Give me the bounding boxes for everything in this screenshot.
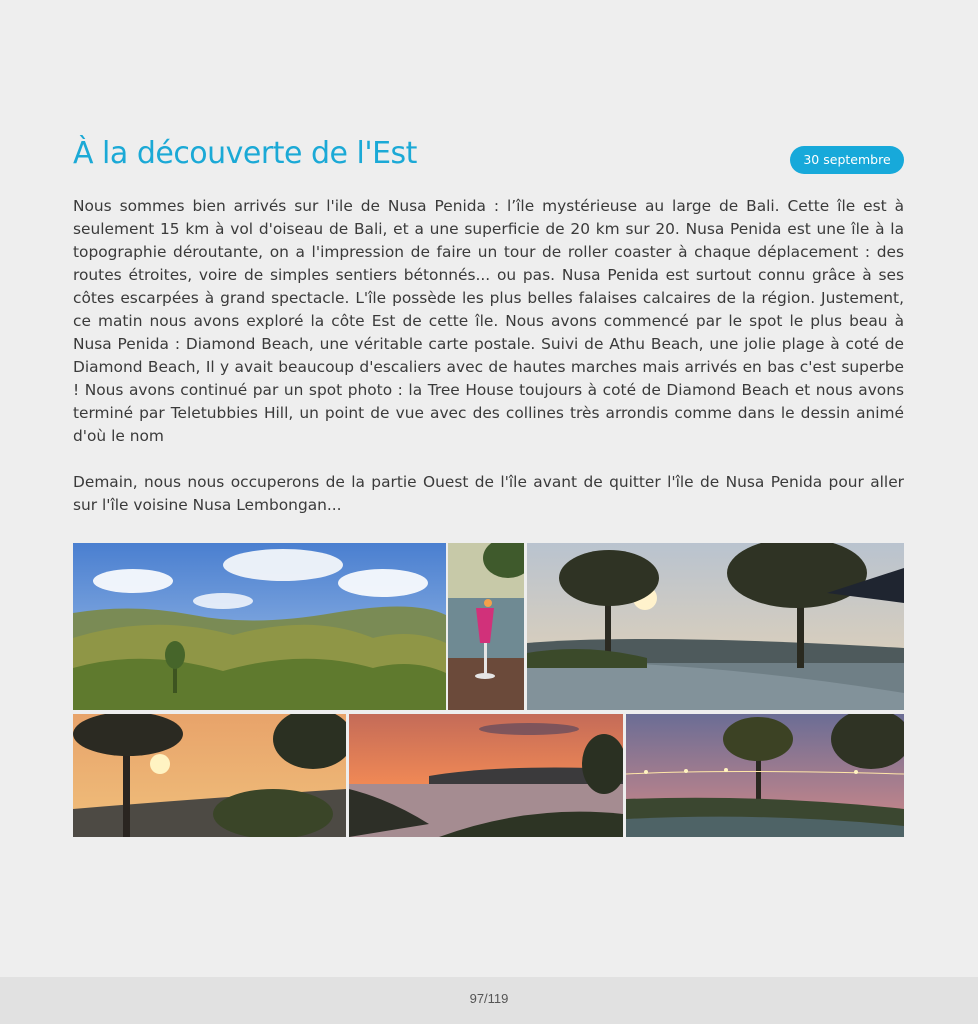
photo-teletubbies-hill — [73, 543, 446, 710]
page-number: 97/119 — [469, 991, 509, 1006]
date-badge: 30 septembre — [790, 146, 904, 174]
photo-sea-sunset — [349, 714, 623, 837]
article-paragraph-1: Nous sommes bien arrivés sur l'ile de Nusa Penida : l’île mystérieuse au large de Bali. Cette île est à seulement 15 km à vol d'oiseau de Bali, et a une superficie de 20 km sur 20. Nusa Penida est une île à la topographie déroutante, on a l'impression de faire un tour de roller coaster à chaque déplacement : des routes étroites, voire de simples sentiers bétonnés... ou pas. Nusa Penida est surtout connu grâce à ses côtes escarpées à grand spectacle. L'île possède les plus belles falaises calcaires de la région. Justement, ce matin nous avons exploré la côte Est de cette île. Nous avons commencé par le spot le plus beau à Nusa Penida : Diamond Beach, une véritable carte postale. Suivi de Athu Beach, une jolie plage à coté de Diamond Beach, Il y avait beaucoup d'escaliers avec de hautes marches mais arrivés en bas c'est superbe ! Nous avons continué par un spot photo : la Tree House toujours à coté de Diamond Beach et nous avons terminé par Teletubbies Hill, un point de vue avec des collines très arrondis comme dans le dessin animé d'où le nom — [73, 197, 904, 445]
photo-sunset-tree — [73, 714, 346, 837]
page-footer — [0, 977, 978, 1024]
photo-tree-house-pool — [527, 543, 904, 710]
article-title: À la découverte de l'Est — [73, 136, 417, 171]
photo-cocktail — [448, 543, 524, 710]
article-body — [73, 195, 904, 517]
photo-pool-night — [626, 714, 904, 837]
article-paragraph-2: Demain, nous nous occuperons de la partie Ouest de l'île avant de quitter l'île de Nusa Penida pour aller sur l'île voisine Nusa Lembongan... — [73, 473, 904, 514]
